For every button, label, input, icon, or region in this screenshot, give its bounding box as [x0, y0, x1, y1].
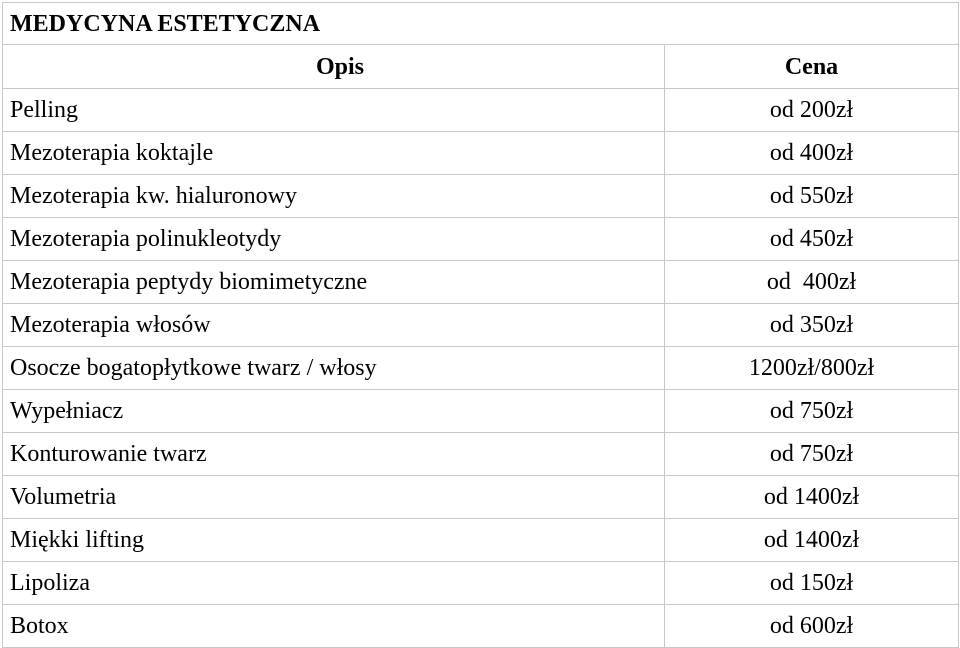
treatment-name: Wypełniacz [3, 390, 665, 433]
price-table [2, 2, 959, 648]
table-row [3, 261, 959, 304]
table-row [3, 218, 959, 261]
table-row [3, 390, 959, 433]
treatment-name: Botox [3, 605, 665, 648]
treatment-price: od 350zł [665, 304, 959, 347]
treatment-name: Volumetria [3, 476, 665, 519]
treatment-name: Mezoterapia kw. hialuronowy [3, 175, 665, 218]
treatment-price: od 1400zł [665, 519, 959, 562]
section-title: MEDYCYNA ESTETYCZNA [3, 3, 959, 45]
treatment-price: od 550zł [665, 175, 959, 218]
table-row [3, 433, 959, 476]
table-row [3, 605, 959, 648]
treatment-price: od 400zł [665, 132, 959, 175]
treatment-name: Osocze bogatopłytkowe twarz / włosy [3, 347, 665, 390]
treatment-name: Lipoliza [3, 562, 665, 605]
treatment-name: Pelling [3, 89, 665, 132]
treatment-price: od 750zł [665, 390, 959, 433]
treatment-price: od 200zł [665, 89, 959, 132]
treatment-price: 1200zł/800zł [665, 347, 959, 390]
section-title-row [3, 3, 959, 45]
table-row [3, 347, 959, 390]
table-row [3, 89, 959, 132]
table-row [3, 175, 959, 218]
table-row [3, 476, 959, 519]
treatment-price: od 450zł [665, 218, 959, 261]
treatment-price: od 600zł [665, 605, 959, 648]
treatment-name: Mezoterapia włosów [3, 304, 665, 347]
treatment-name: Konturowanie twarz [3, 433, 665, 476]
table-row [3, 304, 959, 347]
treatment-price: od 400zł [665, 261, 959, 304]
table-row [3, 132, 959, 175]
price-table-body [3, 3, 959, 648]
table-header-row [3, 45, 959, 89]
treatment-price: od 750zł [665, 433, 959, 476]
table-row [3, 519, 959, 562]
table-row [3, 562, 959, 605]
treatment-price: od 1400zł [665, 476, 959, 519]
treatment-name: Miękki lifting [3, 519, 665, 562]
treatment-name: Mezoterapia peptydy biomimetyczne [3, 261, 665, 304]
treatment-name: Mezoterapia koktajle [3, 132, 665, 175]
description-column-header: Opis [3, 45, 665, 89]
price-column-header: Cena [665, 45, 959, 89]
treatment-price: od 150zł [665, 562, 959, 605]
treatment-name: Mezoterapia polinukleotydy [3, 218, 665, 261]
